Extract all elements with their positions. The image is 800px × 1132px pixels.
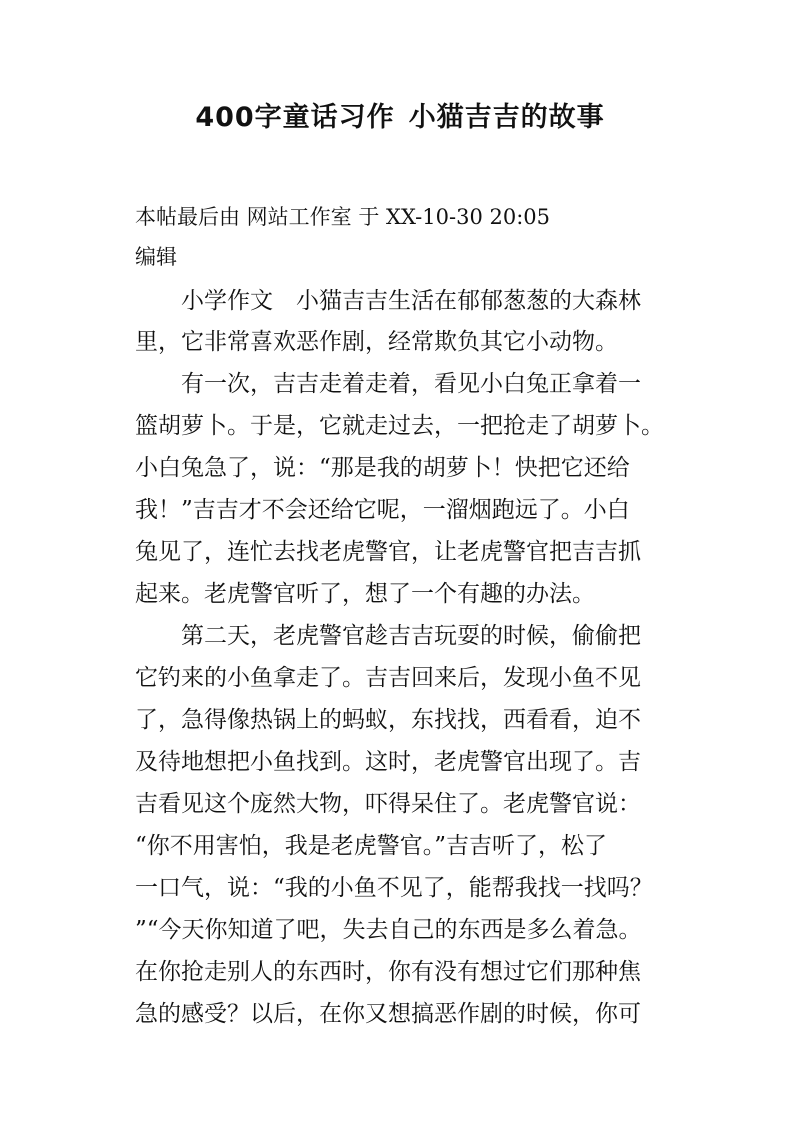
title-part-2: 小猫吉吉的故事 [408,102,605,133]
body-line-18: 急的感受？以后，在你又想搞恶作剧的时候，你可 [135,1001,641,1027]
edit-meta-line-1: 本帖最后由 网站工作室 于 XX-10-30 20:05 [135,205,551,229]
body-line-14: “你不用害怕，我是老虎警官。”吉吉听了，松了 [135,833,608,859]
body-line-1: 小学作文 小猫吉吉生活在郁郁葱葱的大森林 [135,288,641,314]
body-line-13: 吉看见这个庞然大物，吓得呆住了。老虎警官说： [135,791,641,817]
body-line-5: 小白兔急了，说：“那是我的胡萝卜！快把它还给 [135,455,630,481]
body-line-16: ”“今天你知道了吧，失去自己的东西是多么着急。 [135,917,642,943]
edit-meta-line-2: 编辑 [135,245,177,269]
body-line-2: 里，它非常喜欢恶作剧，经常欺负其它小动物。 [135,329,618,355]
body-line-8: 起来。老虎警官听了，想了一个有趣的办法。 [135,581,595,607]
body-line-12: 及待地想把小鱼找到。这时，老虎警官出现了。吉 [135,749,641,775]
title-part-1: 400字童话习作 [195,102,395,133]
body-line-15: 一口气，说：“我的小鱼不见了，能帮我找一找吗？ [135,875,653,901]
body-line-10: 它钓来的小鱼拿走了。吉吉回来后，发现小鱼不见 [135,665,641,691]
body-line-6: 我！”吉吉才不会还给它呢，一溜烟跑远了。小白 [135,497,630,523]
body-line-11: 了，急得像热锅上的蚂蚁，东找找，西看看，迫不 [135,707,641,733]
body-line-9: 第二天，老虎警官趁吉吉玩耍的时候，偷偷把 [135,623,641,649]
body-line-4: 篮胡萝卜。于是，它就走过去，一把抢走了胡萝卜。 [135,413,664,439]
body-line-3: 有一次，吉吉走着走着，看见小白兔正拿着一 [135,371,641,397]
body-line-7: 兔见了，连忙去找老虎警官，让老虎警官把吉吉抓 [135,539,641,565]
page-title [0,100,800,136]
body-line-17: 在你抢走别人的东西时，你有没有想过它们那种焦 [135,959,641,985]
